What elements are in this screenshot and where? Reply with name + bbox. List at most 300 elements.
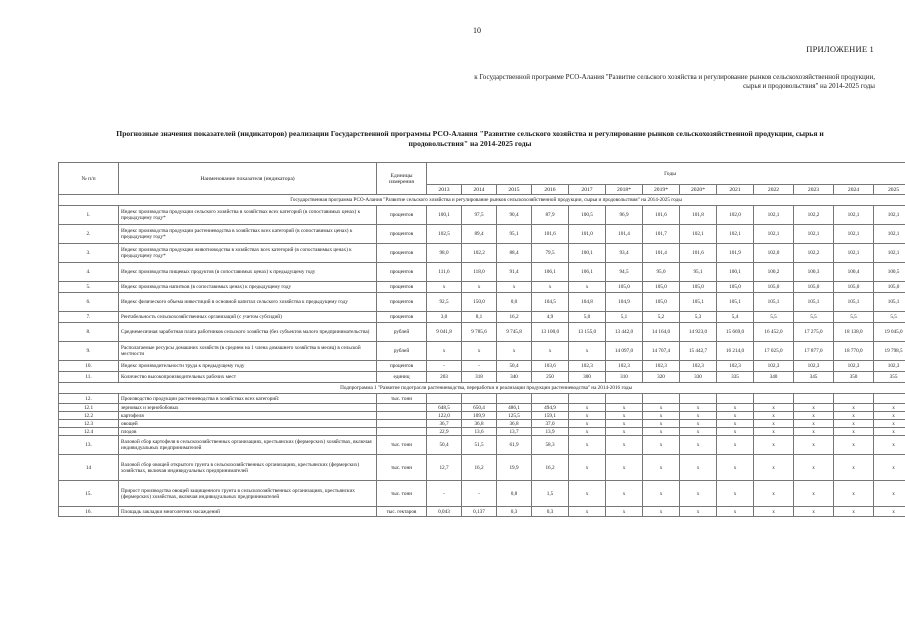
row-number: 14 bbox=[59, 455, 119, 481]
value-cell: х bbox=[497, 282, 532, 293]
value-cell: 100,4 bbox=[834, 263, 874, 282]
value-cell: х bbox=[717, 412, 754, 420]
value-cell: 17 275,0 bbox=[794, 323, 834, 342]
value-cell: 103,6 bbox=[532, 361, 569, 372]
value-cell: 5,4 bbox=[717, 312, 754, 323]
value-cell: 4,9 bbox=[532, 312, 569, 323]
value-cell: 159,1 bbox=[532, 412, 569, 420]
value-cell: х bbox=[643, 455, 680, 481]
value-cell: 345 bbox=[794, 372, 834, 383]
table-row bbox=[59, 282, 905, 293]
value-cell: х bbox=[606, 420, 643, 428]
value-cell: х bbox=[834, 428, 874, 436]
value-cell: 105,0 bbox=[643, 293, 680, 312]
unit-cell bbox=[377, 420, 427, 428]
row-number: 15. bbox=[59, 481, 119, 507]
value-cell: х bbox=[754, 455, 794, 481]
value-cell: 101,4 bbox=[643, 244, 680, 263]
value-cell: х bbox=[874, 412, 905, 420]
row-number: 12.1 bbox=[59, 404, 119, 412]
row-number: 3. bbox=[59, 244, 119, 263]
value-cell: х bbox=[569, 428, 606, 436]
value-cell: х bbox=[717, 428, 754, 436]
value-cell: х bbox=[643, 507, 680, 517]
indicator-name: Индекс производительности труда к предыдущему году bbox=[119, 361, 377, 372]
value-cell bbox=[606, 394, 643, 404]
value-cell: 106,1 bbox=[569, 263, 606, 282]
appendix-subtitle: к Государственной программе РСО-Алания "Развитие сельского хозяйства и регулирование рынков сельскохозяйственной продукции, сырья и продовольствия" на 2014-2025 годы bbox=[474, 73, 875, 90]
value-cell: х bbox=[532, 282, 569, 293]
value-cell bbox=[794, 394, 834, 404]
value-cell: 648,5 bbox=[427, 404, 462, 412]
value-cell: 0,3 bbox=[532, 507, 569, 517]
indicator-name: Прирост производства овощей защищенного грунта в сельскохозяйственных организациях, крестьянских (фермерских) хозяйствах, включая индивидуальных предпринимателей bbox=[119, 481, 377, 507]
value-cell: 350 bbox=[834, 372, 874, 383]
value-cell: - bbox=[427, 361, 462, 372]
value-cell: 5,5 bbox=[874, 312, 905, 323]
unit-cell: тыс. тонн bbox=[377, 481, 427, 507]
header-year: 2021 bbox=[717, 185, 754, 195]
value-cell: 105,0 bbox=[680, 282, 717, 293]
value-cell: 8,1 bbox=[462, 312, 497, 323]
row-number: 12.4 bbox=[59, 428, 119, 436]
table-row bbox=[59, 225, 905, 244]
value-cell: х bbox=[834, 507, 874, 517]
value-cell: 14 164,0 bbox=[643, 323, 680, 342]
value-cell: 14 097,0 bbox=[606, 342, 643, 361]
unit-cell: процентов bbox=[377, 225, 427, 244]
table-row bbox=[59, 428, 905, 436]
value-cell: х bbox=[874, 436, 905, 455]
value-cell: 105,1 bbox=[794, 293, 834, 312]
value-cell: 105,1 bbox=[834, 293, 874, 312]
value-cell: х bbox=[680, 436, 717, 455]
section-row bbox=[59, 383, 905, 394]
value-cell: 9 041,8 bbox=[427, 323, 462, 342]
value-cell: 18 138,0 bbox=[834, 323, 874, 342]
row-number: 16. bbox=[59, 507, 119, 517]
value-cell: 58,3 bbox=[532, 436, 569, 455]
value-cell: 17 025,0 bbox=[754, 342, 794, 361]
value-cell: х bbox=[754, 481, 794, 507]
value-cell: 102,3 bbox=[754, 361, 794, 372]
value-cell: х bbox=[794, 436, 834, 455]
unit-cell: процентов bbox=[377, 206, 427, 225]
value-cell: 102,5 bbox=[427, 225, 462, 244]
unit-cell bbox=[377, 412, 427, 420]
value-cell: 122,0 bbox=[427, 412, 462, 420]
indicator-name: картофеля bbox=[119, 412, 377, 420]
document-title: Прогнозные значения показателей (индикаторов) реализации Государственной программы РСО-Алания "Развитие сельского хозяйства и регулирование рынков сельскохозяйственной продукции, сырья и продовольствия" на 2014-2025 годы bbox=[116, 129, 824, 148]
value-cell: х bbox=[834, 455, 874, 481]
value-cell: 93,4 bbox=[606, 244, 643, 263]
value-cell: х bbox=[427, 342, 462, 361]
value-cell: 105,0 bbox=[874, 282, 905, 293]
value-cell: х bbox=[754, 436, 794, 455]
value-cell: 102,3 bbox=[606, 361, 643, 372]
value-cell: х bbox=[834, 404, 874, 412]
value-cell: 102,3 bbox=[834, 361, 874, 372]
table-row bbox=[59, 206, 905, 225]
table-row bbox=[59, 372, 905, 383]
row-number: 1. bbox=[59, 206, 119, 225]
value-cell: 104,9 bbox=[606, 293, 643, 312]
value-cell: 61,9 bbox=[497, 436, 532, 455]
value-cell: 106,1 bbox=[532, 263, 569, 282]
value-cell: 16 214,0 bbox=[717, 342, 754, 361]
value-cell: х bbox=[717, 436, 754, 455]
value-cell: х bbox=[794, 428, 834, 436]
value-cell: 102,1 bbox=[717, 225, 754, 244]
value-cell: 13 442,0 bbox=[606, 323, 643, 342]
value-cell: 310 bbox=[606, 372, 643, 383]
value-cell: 102,2 bbox=[794, 206, 834, 225]
value-cell: х bbox=[754, 507, 794, 517]
row-number: 5. bbox=[59, 282, 119, 293]
value-cell: 102,1 bbox=[874, 206, 905, 225]
value-cell: 102,3 bbox=[680, 361, 717, 372]
value-cell: х bbox=[532, 342, 569, 361]
value-cell: 104,5 bbox=[532, 293, 569, 312]
value-cell: 105,1 bbox=[717, 293, 754, 312]
value-cell: 102,1 bbox=[874, 225, 905, 244]
value-cell: 102,0 bbox=[717, 206, 754, 225]
value-cell: 0,043 bbox=[427, 507, 462, 517]
value-cell: х bbox=[643, 420, 680, 428]
value-cell: 102,1 bbox=[754, 225, 794, 244]
indicator-name: Рентабельность сельскохозяйственных организаций (с учетом субсидий) bbox=[119, 312, 377, 323]
value-cell: х bbox=[754, 412, 794, 420]
indicator-name: Индекс производства напитков (в сопоставимых ценах) к предыдущему году bbox=[119, 282, 377, 293]
value-cell: х bbox=[497, 342, 532, 361]
value-cell: 109,9 bbox=[462, 412, 497, 420]
indicator-name: Индекс производства продукции сельского хозяйства в хозяйствах всех категорий (в сопоставимых ценах) к предыдущему году* bbox=[119, 206, 377, 225]
row-number: 12. bbox=[59, 394, 119, 404]
header-name: Наименование показателя (индикатора) bbox=[119, 163, 377, 195]
value-cell: 102,1 bbox=[834, 244, 874, 263]
value-cell: 36,8 bbox=[497, 420, 532, 428]
value-cell: 0,3 bbox=[497, 507, 532, 517]
indicator-name: Индекс производства пищевых продуктов (в сопоставимых ценах) к предыдущему году bbox=[119, 263, 377, 282]
value-cell: х bbox=[834, 420, 874, 428]
value-cell: 330 bbox=[680, 372, 717, 383]
value-cell: 101,7 bbox=[643, 225, 680, 244]
header-year: 2023 bbox=[794, 185, 834, 195]
value-cell: х bbox=[569, 404, 606, 412]
value-cell: х bbox=[874, 507, 905, 517]
value-cell: х bbox=[874, 455, 905, 481]
value-cell: 101,6 bbox=[680, 244, 717, 263]
value-cell: 102,2 bbox=[794, 244, 834, 263]
value-cell: х bbox=[643, 436, 680, 455]
indicator-name: Валовой сбор картофеля в сельскохозяйственных организациях, крестьянских (фермерских) хозяйствах, включая индивидуальных предпринимателей bbox=[119, 436, 377, 455]
value-cell: х bbox=[834, 481, 874, 507]
value-cell: 100,2 bbox=[754, 263, 794, 282]
unit-cell: процентов bbox=[377, 361, 427, 372]
value-cell: 1,5 bbox=[532, 481, 569, 507]
value-cell: х bbox=[754, 428, 794, 436]
value-cell: х bbox=[606, 412, 643, 420]
value-cell bbox=[717, 394, 754, 404]
value-cell: х bbox=[680, 455, 717, 481]
header-year: 2015 bbox=[497, 185, 532, 195]
value-cell: 100,3 bbox=[794, 263, 834, 282]
value-cell: х bbox=[717, 507, 754, 517]
value-cell: 5,5 bbox=[754, 312, 794, 323]
value-cell: 105,0 bbox=[643, 282, 680, 293]
value-cell: 95,1 bbox=[680, 263, 717, 282]
value-cell: 50,4 bbox=[427, 436, 462, 455]
indicator-name: Индекс физического объема инвестиций в основной капитал сельского хозяйства к предыдущему году bbox=[119, 293, 377, 312]
value-cell: х bbox=[606, 507, 643, 517]
unit-cell: рублей bbox=[377, 342, 427, 361]
value-cell: 13,6 bbox=[462, 428, 497, 436]
value-cell bbox=[497, 394, 532, 404]
value-cell: 5,2 bbox=[643, 312, 680, 323]
table-row bbox=[59, 263, 905, 282]
value-cell bbox=[569, 394, 606, 404]
value-cell: 101,9 bbox=[717, 244, 754, 263]
value-cell: 102,3 bbox=[717, 361, 754, 372]
value-cell: х bbox=[680, 404, 717, 412]
row-number: 10. bbox=[59, 361, 119, 372]
value-cell bbox=[834, 394, 874, 404]
value-cell: 94,5 bbox=[606, 263, 643, 282]
header-year: 2024 bbox=[834, 185, 874, 195]
header-num: № п/п bbox=[59, 163, 119, 195]
value-cell: х bbox=[680, 420, 717, 428]
value-cell: 14 923,0 bbox=[680, 323, 717, 342]
value-cell: х bbox=[874, 481, 905, 507]
value-cell: х bbox=[680, 428, 717, 436]
value-cell: 92,5 bbox=[427, 293, 462, 312]
value-cell: х bbox=[606, 404, 643, 412]
value-cell: 19,9 bbox=[497, 455, 532, 481]
value-cell: х bbox=[569, 412, 606, 420]
row-number: 8. bbox=[59, 323, 119, 342]
value-cell: 105,1 bbox=[874, 293, 905, 312]
value-cell: 650,4 bbox=[462, 404, 497, 412]
value-cell: 102,3 bbox=[643, 361, 680, 372]
section-title: Подпрограмма 1 "Развитие подотрасли растениеводства, переработки и реализации продукции растениеводства" на 2014-2016 годы bbox=[59, 383, 905, 394]
row-number: 12.3 bbox=[59, 420, 119, 428]
header-years-label: Годы bbox=[427, 163, 905, 185]
value-cell: х bbox=[874, 428, 905, 436]
value-cell: 102,1 bbox=[834, 206, 874, 225]
value-cell: 105,0 bbox=[794, 282, 834, 293]
value-cell: х bbox=[717, 420, 754, 428]
value-cell: х bbox=[834, 436, 874, 455]
value-cell: 17 877,0 bbox=[794, 342, 834, 361]
value-cell bbox=[532, 394, 569, 404]
value-cell: 5,1 bbox=[606, 312, 643, 323]
value-cell: 105,0 bbox=[754, 282, 794, 293]
value-cell: 102,1 bbox=[874, 244, 905, 263]
value-cell: 37,0 bbox=[532, 420, 569, 428]
table-row bbox=[59, 412, 905, 420]
value-cell: 100,5 bbox=[569, 206, 606, 225]
table-row bbox=[59, 455, 905, 481]
value-cell: 16,2 bbox=[532, 455, 569, 481]
value-cell: 102,3 bbox=[794, 361, 834, 372]
unit-cell: тыс. тонн bbox=[377, 455, 427, 481]
value-cell: 19 045,0 bbox=[874, 323, 905, 342]
table-row bbox=[59, 342, 905, 361]
value-cell: х bbox=[643, 428, 680, 436]
value-cell: х bbox=[717, 404, 754, 412]
value-cell: 15 442,7 bbox=[680, 342, 717, 361]
header-year: 2025 bbox=[874, 185, 905, 195]
table-row bbox=[59, 404, 905, 412]
value-cell: 300 bbox=[569, 372, 606, 383]
section-title: Государственная программа РСО-Алания "Развитие сельского хозяйства и регулирование рынков сельскохозяйственной продукции, сырья и продовольствия" на 2014-2025 годы bbox=[59, 195, 905, 206]
value-cell: 13 155,0 bbox=[569, 323, 606, 342]
value-cell: 101,4 bbox=[606, 225, 643, 244]
value-cell: 13,9 bbox=[532, 428, 569, 436]
value-cell: 100,1 bbox=[717, 263, 754, 282]
value-cell: х bbox=[874, 404, 905, 412]
value-cell: х bbox=[606, 455, 643, 481]
value-cell: 15 669,0 bbox=[717, 323, 754, 342]
value-cell: 14 707,4 bbox=[643, 342, 680, 361]
value-cell: х bbox=[569, 436, 606, 455]
unit-cell: тыс. тонн bbox=[377, 394, 427, 404]
value-cell: 102,1 bbox=[794, 225, 834, 244]
value-cell: х bbox=[754, 404, 794, 412]
header-year: 2018* bbox=[606, 185, 643, 195]
value-cell: х bbox=[606, 481, 643, 507]
value-cell: 105,0 bbox=[834, 282, 874, 293]
value-cell: 102,1 bbox=[834, 225, 874, 244]
value-cell: 89,4 bbox=[462, 225, 497, 244]
table-row bbox=[59, 293, 905, 312]
value-cell: 79,5 bbox=[532, 244, 569, 263]
value-cell: 0,137 bbox=[462, 507, 497, 517]
table-row bbox=[59, 420, 905, 428]
row-number: 6. bbox=[59, 293, 119, 312]
value-cell: 355 bbox=[874, 372, 905, 383]
value-cell: 36,8 bbox=[462, 420, 497, 428]
value-cell: 101,0 bbox=[569, 225, 606, 244]
value-cell: 5,5 bbox=[834, 312, 874, 323]
value-cell: х bbox=[569, 282, 606, 293]
value-cell: 96,9 bbox=[606, 206, 643, 225]
indicator-name: Индекс производства продукции растениеводства в хозяйствах всех категорий (в сопоставимых ценах) к предыдущему году* bbox=[119, 225, 377, 244]
value-cell: 5,3 bbox=[680, 312, 717, 323]
value-cell: 98,0 bbox=[427, 244, 462, 263]
value-cell: 335 bbox=[717, 372, 754, 383]
value-cell: 16,2 bbox=[462, 455, 497, 481]
row-number: 11. bbox=[59, 372, 119, 383]
value-cell: 9 785,6 bbox=[462, 323, 497, 342]
value-cell bbox=[427, 394, 462, 404]
table-body bbox=[59, 195, 905, 517]
value-cell bbox=[643, 394, 680, 404]
page-number: 10 bbox=[473, 26, 481, 35]
value-cell: 3,0 bbox=[427, 312, 462, 323]
value-cell: 105,0 bbox=[717, 282, 754, 293]
row-number: 13. bbox=[59, 436, 119, 455]
value-cell: 102,0 bbox=[754, 244, 794, 263]
value-cell: х bbox=[794, 455, 834, 481]
indicator-name: Среднемесячная заработная плата работников сельского хозяйства (без субъектов малого предпринимательства) bbox=[119, 323, 377, 342]
value-cell: 111,6 bbox=[427, 263, 462, 282]
value-cell: 102,2 bbox=[462, 244, 497, 263]
value-cell: х bbox=[794, 481, 834, 507]
value-cell: 101,6 bbox=[532, 225, 569, 244]
value-cell: х bbox=[680, 481, 717, 507]
value-cell: 320 bbox=[643, 372, 680, 383]
value-cell bbox=[680, 394, 717, 404]
value-cell: 0,0 bbox=[497, 293, 532, 312]
value-cell: х bbox=[794, 507, 834, 517]
row-number: 12.2 bbox=[59, 412, 119, 420]
value-cell: 318 bbox=[462, 372, 497, 383]
value-cell: 5,0 bbox=[569, 312, 606, 323]
value-cell: х bbox=[717, 481, 754, 507]
value-cell: 150,0 bbox=[462, 293, 497, 312]
value-cell: 51,5 bbox=[462, 436, 497, 455]
value-cell: 16 452,0 bbox=[754, 323, 794, 342]
indicator-name: зерновых и зернобобовых bbox=[119, 404, 377, 412]
row-number: 7. bbox=[59, 312, 119, 323]
value-cell: 19 798,5 bbox=[874, 342, 905, 361]
value-cell: х bbox=[643, 481, 680, 507]
value-cell: х bbox=[569, 420, 606, 428]
header-year: 2020* bbox=[680, 185, 717, 195]
value-cell: х bbox=[462, 282, 497, 293]
value-cell: 50,4 bbox=[497, 361, 532, 372]
table-row bbox=[59, 394, 905, 404]
value-cell: 340 bbox=[497, 372, 532, 383]
indicator-name: Располагаемые ресурсы домашних хозяйств (в среднем на 1 члена домашнего хозяйства в месяц) в сельской местности bbox=[119, 342, 377, 361]
table-row bbox=[59, 312, 905, 323]
table-row bbox=[59, 323, 905, 342]
unit-cell: единиц bbox=[377, 372, 427, 383]
value-cell: х bbox=[606, 436, 643, 455]
unit-cell: рублей bbox=[377, 323, 427, 342]
indicators-table bbox=[58, 162, 905, 517]
value-cell: х bbox=[717, 455, 754, 481]
table-row bbox=[59, 507, 905, 517]
value-cell: 118,0 bbox=[462, 263, 497, 282]
value-cell: х bbox=[643, 404, 680, 412]
value-cell: - bbox=[427, 481, 462, 507]
value-cell: 250 bbox=[532, 372, 569, 383]
value-cell: 13,7 bbox=[497, 428, 532, 436]
unit-cell bbox=[377, 428, 427, 436]
unit-cell: процентов bbox=[377, 293, 427, 312]
value-cell: 203 bbox=[427, 372, 462, 383]
table-row bbox=[59, 436, 905, 455]
value-cell: 486,1 bbox=[497, 404, 532, 412]
value-cell: х bbox=[606, 428, 643, 436]
value-cell: х bbox=[794, 404, 834, 412]
value-cell: 104,8 bbox=[569, 293, 606, 312]
value-cell: 125,5 bbox=[497, 412, 532, 420]
row-number: 2. bbox=[59, 225, 119, 244]
value-cell: 95,0 bbox=[643, 263, 680, 282]
value-cell: - bbox=[462, 481, 497, 507]
value-cell: 95,1 bbox=[497, 225, 532, 244]
value-cell: 90,4 bbox=[497, 206, 532, 225]
value-cell: х bbox=[643, 412, 680, 420]
value-cell: 18 770,0 bbox=[834, 342, 874, 361]
header-year: 2014 bbox=[462, 185, 497, 195]
value-cell: х bbox=[834, 412, 874, 420]
indicator-name: овощей bbox=[119, 420, 377, 428]
indicator-name: Производство продукции растениеводства в хозяйствах всех категорий: bbox=[119, 394, 377, 404]
